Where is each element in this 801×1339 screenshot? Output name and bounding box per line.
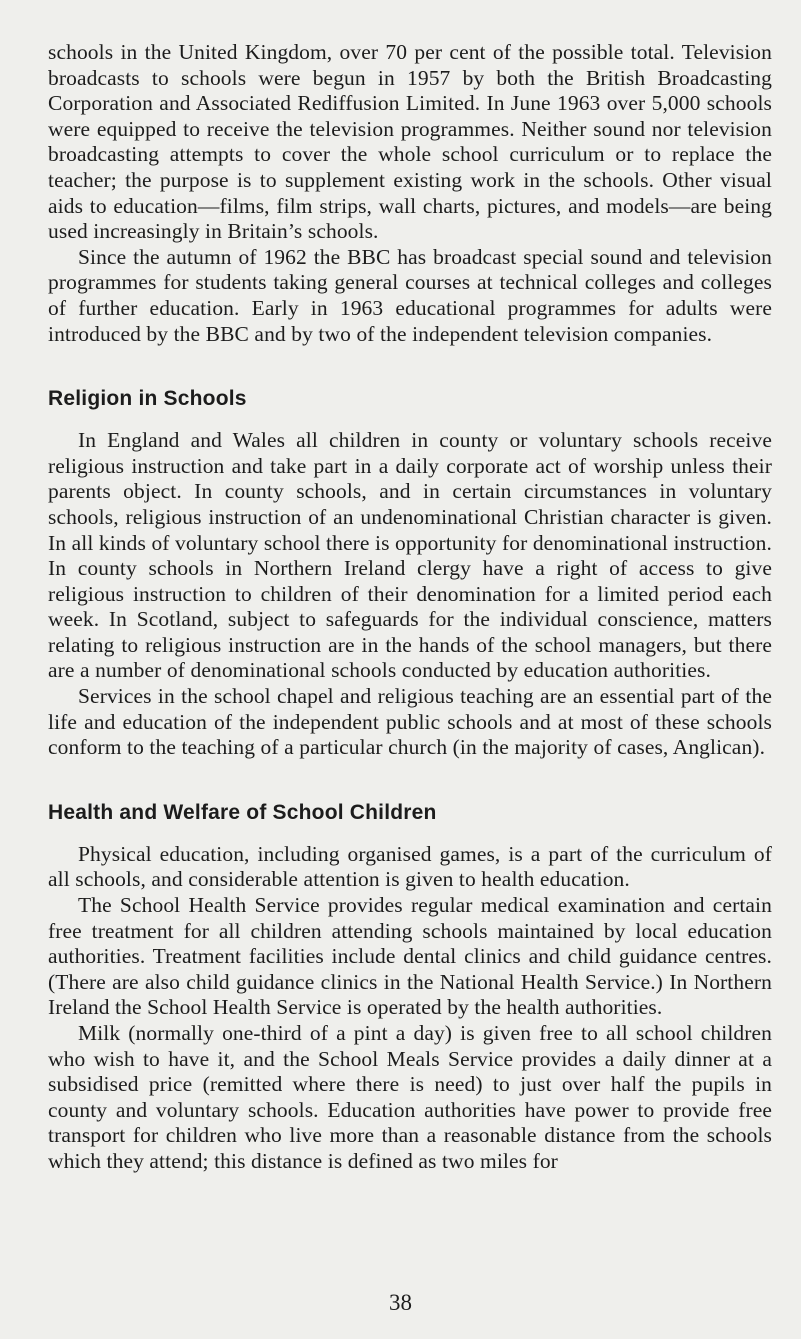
- section-heading-religion: Religion in Schools: [48, 387, 247, 411]
- paragraph-intro-1: schools in the United Kingdom, over 70 per cent of the possible total. Television broadcasts to schools were begun in 1957 by both the British Broadcasting Corporation and Associated Rediffusion Limited. In June 1963 over 5,000 schools were equipped to receive the television programmes. Neither sound nor television broadcasting attempts to cover the whole school curriculum or to replace the teacher; the purpose is to supplement existing work in the schools. Other visual aids to education—films, film strips, wall charts, pictures, and models—are being used increasingly in Britain’s schools.: [48, 40, 772, 244]
- paragraph-intro-2: Since the autumn of 1962 the BBC has broadcast special sound and television programmes for students taking general courses at technical colleges and colleges of further education. Early in 1963 educational programmes for adults were introduced by the BBC and by two of the independent television companies.: [48, 244, 772, 346]
- page-number: 38: [389, 1290, 412, 1315]
- paragraph-health-2: The School Health Service provides regular medical examination and certain free treatment for all children attending schools maintained by local education authorities. Treatment facilities include dental clinics and child guidance centres. (There are also child guidance clinics in the National Health Service.) In Northern Ireland the School Health Service is operated by the health authorities.: [48, 893, 772, 1020]
- document-page: [48, 40, 772, 1175]
- paragraph-health-1: Physical education, including organised games, is a part of the curriculum of all schools, and considerable attention is given to health education.: [48, 841, 772, 892]
- paragraph-religion-1: In England and Wales all children in county or voluntary schools receive religious instruction and take part in a daily corporate act of worship unless their parents object. In county schools, and in certain circumstances in voluntary schools, religious instruction of an undenominational Christian character is given. In all kinds of voluntary school there is opportunity for denominational instruction. In county schools in Northern Ireland clergy have a right of access to give religious instruction to children of their denomination for a limited period each week. In Scotland, subject to safeguards for the individual conscience, matters relating to religious instruction are in the hands of the school managers, but there are a number of denominational schools conducted by education authorities.: [48, 428, 772, 683]
- section-heading-health: Health and Welfare of School Children: [48, 800, 437, 824]
- paragraph-religion-2: Services in the school chapel and religious teaching are an essential part of the life and education of the independent public schools and at most of these schools conform to the teaching of a particular church (in the majority of cases, Anglican).: [48, 684, 772, 760]
- paragraph-health-3: Milk (normally one-third of a pint a day) is given free to all school children who wish to have it, and the School Meals Service provides a daily dinner at a subsidised price (remitted where there is need) to just over half the pupils in county and voluntary schools. Education authorities have power to provide free transport for children who live more than a reasonable distance from the schools which they attend; this distance is defined as two miles for: [48, 1021, 772, 1173]
